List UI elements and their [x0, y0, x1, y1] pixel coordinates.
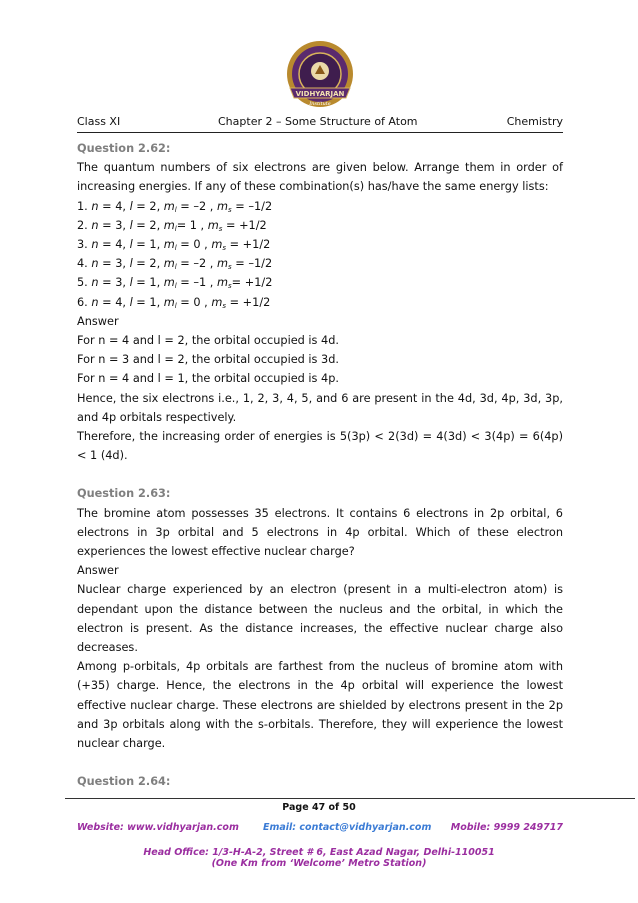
answer-label: Answer	[77, 564, 119, 578]
quantum-item: 1. n = 4, l = 2, $m_l = -2$ , $m_s = -1/2$	[77, 199, 273, 214]
website-link[interactable]: Website: www.vidhyarjan.com	[77, 822, 239, 833]
logo-text-top: VIDHYARJAN	[295, 90, 345, 98]
spacer	[77, 753, 563, 772]
footer-divider	[65, 798, 635, 799]
question-2-64-title: Question 2.64:	[77, 775, 171, 789]
answer-line: For n = 4 and l = 2, the orbital occupied is 4d.	[77, 334, 339, 348]
header-class: Class XI	[77, 115, 121, 128]
answer-therefore: Therefore, the increasing order of energies is 5(3p) < 2(3d) = 4(3d) < 3(4p) = 6(4p) < 1 (4d).	[77, 430, 563, 463]
quantum-item: 4. n = 3, l = 2, $m_l = -2$ , $m_s = -1/2$	[77, 257, 273, 272]
answer-hence: Hence, the six electrons i.e., 1, 2, 3, 4, 5, and 6 are present in the 4d, 3d, 4p, 3d, 3p, and 4p orbitals respectively.	[77, 391, 563, 424]
quantum-item: 6. n = 4, l = 1, $m_l = 0$ , $m_s = +1/2$	[77, 295, 271, 310]
question-2-62-intro: The quantum numbers of six electrons are given below. Arrange them in order of increasing energies. If any of these combination(s) has/have the same energy lists:	[77, 161, 563, 194]
answer-line: For n = 3 and l = 2, the orbital occupied is 3d.	[77, 353, 339, 367]
page-content	[77, 139, 563, 792]
header-subject: Chemistry	[506, 115, 563, 128]
question-2-62-title: Question 2.62:	[77, 142, 171, 155]
office-line-2: (One Km from ‘Welcome’ Metro Station)	[211, 858, 427, 869]
quantum-number-list	[77, 197, 563, 312]
quantum-item: 3. n = 4, l = 1, $m_l = 0$ , $m_s = +1/2$	[77, 238, 271, 253]
email-link[interactable]: Email: contact@vidhyarjan.com	[263, 822, 432, 833]
page-header	[77, 114, 563, 133]
office-line-1: Head Office: 1/3-H-A-2, Street # 6, East Azad Nagar, Delhi-110051	[143, 847, 495, 858]
logo-text-bottom: Institute	[309, 101, 331, 107]
head-office-address	[0, 847, 638, 869]
answer-line: For n = 4 and l = 1, the orbital occupied is 4p.	[77, 372, 339, 386]
contact-line	[77, 822, 563, 836]
quantum-item: 2. n = 3, l = 2, $m_l= 1$ , $m_s = +1/2$	[77, 218, 267, 233]
vidhyarjan-logo	[282, 38, 358, 114]
quantum-item: 5. n = 3, l = 1, $m_l = -1$ , $m_s= +1/2$	[77, 276, 273, 291]
answer-label: Answer	[77, 314, 119, 328]
header-chapter: Chapter 2 – Some Structure of Atom	[218, 115, 418, 128]
page-number: Page 47 of 50	[282, 802, 356, 813]
spacer	[77, 465, 563, 484]
answer-paragraph-1: Nuclear charge experienced by an electron (present in a multi-electron atom) is dependant upon the distance between the nucleus and the orbital, in which the electron is present. As the distance increases, the effective nuclear charge also decreases.	[77, 583, 563, 655]
question-2-63-text: The bromine atom possesses 35 electrons. It contains 6 electrons in 2p orbital, 6 electrons in 3p orbital and 5 electrons in 4p orbital. Which of these electron experiences the lowest effective nuclear charge?	[77, 506, 563, 559]
question-2-63-title: Question 2.63:	[77, 487, 171, 501]
answer-paragraph-2: Among p-orbitals, 4p orbitals are farthest from the nucleus of bromine atom with (+35) charge. Hence, the electrons in the 4p orbital will experience the lowest effective nuclear charge. These electrons are shielded by electrons present in the 2p and 3p orbitals along with the s-orbitals. Therefore, they will experience the lowest nuclear charge.	[77, 660, 563, 751]
mobile-number: Mobile: 9999 249717	[450, 822, 563, 833]
